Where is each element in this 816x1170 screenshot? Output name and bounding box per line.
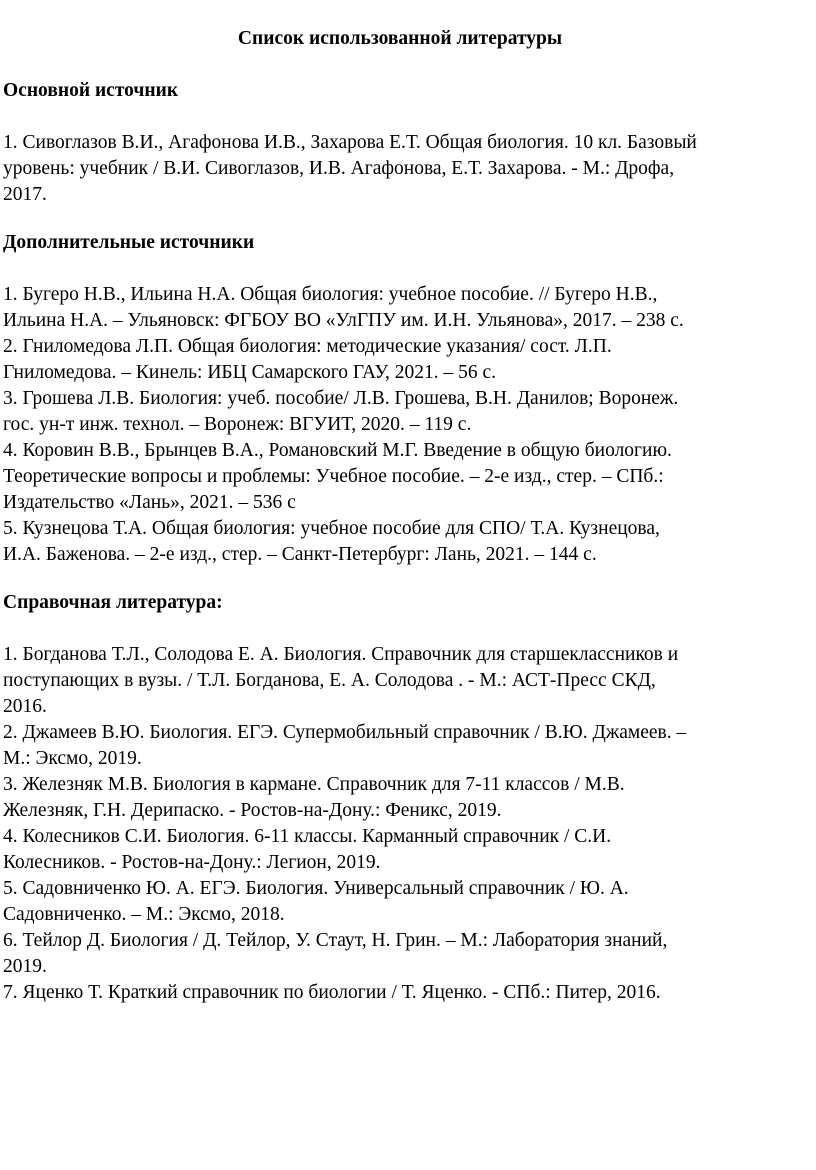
reference-line: Железняк, Г.Н. Дерипаско. - Ростов-на-Дону.: Феникс, 2019.: [3, 800, 502, 821]
additional-source-line: 1. Бугеро Н.В., Ильина Н.А. Общая биология: учебное пособие. // Бугеро Н.В.,: [3, 284, 658, 305]
reference-line: М.: Эксмо, 2019.: [3, 748, 142, 769]
reference-line: Садовниченко. – М.: Эксмо, 2018.: [3, 904, 285, 925]
reference-line: 2016.: [3, 696, 47, 717]
main-source-line: уровень: учебник / В.И. Сивоглазов, И.В. Агафонова, Е.Т. Захарова. - М.: Дрофа,: [3, 158, 675, 179]
reference-line: 5. Садовниченко Ю. А. ЕГЭ. Биология. Универсальный справочник / Ю. А.: [3, 878, 629, 899]
section-heading-additional-sources: Дополнительные источники: [3, 232, 255, 253]
document-title: Список использованной литературы: [237, 28, 563, 49]
section-heading-main-source: Основной источник: [3, 80, 179, 101]
reference-line: 2019.: [3, 956, 47, 977]
main-source-line: 2017.: [3, 184, 47, 205]
additional-source-line: Издательство «Лань», 2021. – 536 с: [3, 492, 296, 513]
additional-source-line: 2. Гниломедова Л.П. Общая биология: методические указания/ сост. Л.П.: [3, 336, 612, 357]
additional-source-line: 5. Кузнецова Т.А. Общая биология: учебное пособие для СПО/ Т.А. Кузнецова,: [3, 518, 660, 539]
additional-source-line: Ильина Н.А. – Ульяновск: ФГБОУ ВО «УлГПУ им. И.Н. Ульянова», 2017. – 238 с.: [3, 310, 684, 331]
additional-source-line: 4. Коровин В.В., Брынцев В.А., Романовский М.Г. Введение в общую биологию.: [3, 440, 672, 461]
reference-line: 6. Тейлор Д. Биология / Д. Тейлор, У. Стаут, Н. Грин. – М.: Лаборатория знаний,: [3, 930, 668, 951]
reference-line: 3. Железняк М.В. Биология в кармане. Справочник для 7-11 классов / М.В.: [3, 774, 625, 795]
reference-line: Колесников. - Ростов-на-Дону.: Легион, 2019.: [3, 852, 381, 873]
additional-source-line: Теоретические вопросы и проблемы: Учебное пособие. – 2-е изд., стер. – СПб.:: [3, 466, 664, 487]
additional-source-line: Гниломедова. – Кинель: ИБЦ Самарского ГАУ, 2021. – 56 с.: [3, 362, 497, 383]
additional-source-line: И.А. Баженова. – 2-е изд., стер. – Санкт-Петербург: Лань, 2021. – 144 с.: [3, 544, 597, 565]
section-heading-reference-literature: Справочная литература:: [3, 592, 223, 613]
additional-source-line: гос. ун-т инж. технол. – Воронеж: ВГУИТ, 2020. – 119 с.: [3, 414, 472, 435]
reference-line: поступающих в вузы. / Т.Л. Богданова, Е. А. Солодова . - М.: АСТ-Пресс СКД,: [3, 670, 656, 691]
reference-line: 7. Яценко Т. Краткий справочник по биологии / Т. Яценко. - СПб.: Питер, 2016.: [3, 982, 661, 1003]
main-source-line: 1. Сивоглазов В.И., Агафонова И.В., Захарова Е.Т. Общая биология. 10 кл. Базовый: [3, 132, 697, 153]
reference-line: 2. Джамеев В.Ю. Биология. ЕГЭ. Супермобильный справочник / В.Ю. Джамеев. –: [3, 722, 687, 743]
reference-line: 1. Богданова Т.Л., Солодова Е. А. Биология. Справочник для старшеклассников и: [3, 644, 679, 665]
additional-source-line: 3. Грошева Л.В. Биология: учеб. пособие/ Л.В. Грошева, В.Н. Данилов; Воронеж.: [3, 388, 679, 409]
reference-line: 4. Колесников С.И. Биология. 6-11 классы. Карманный справочник / С.И.: [3, 826, 612, 847]
